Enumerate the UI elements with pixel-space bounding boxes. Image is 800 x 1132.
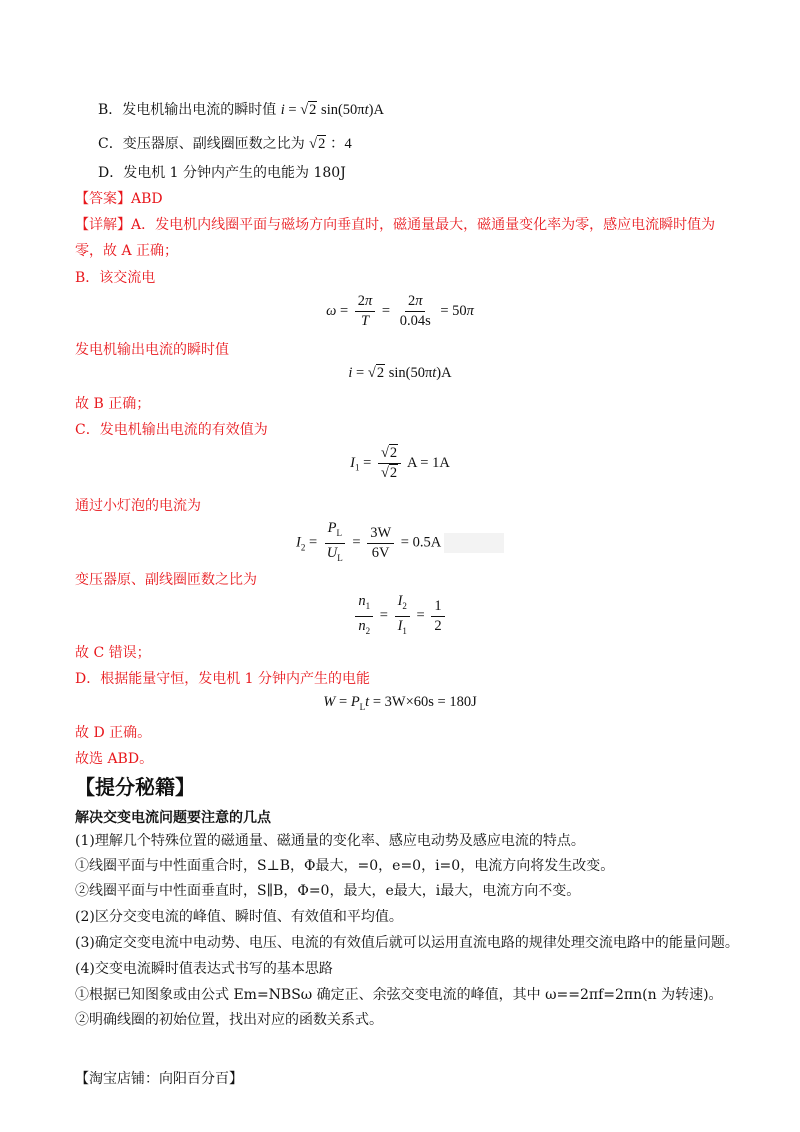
detail-a2: 零，故 A 正确； [75,243,179,259]
tips-subheading: 解决交变电流问题要注意的几点 [75,810,271,826]
tips-p4a: ①根据已知图象或由公式 Em=NBSω 确定正、余弦交变电流的峰值，其中 ω==2πf=2πn(n 为转速)。 [75,987,723,1003]
option-b-formula: i = √2 sin(50πt)A [280,102,384,118]
i1-equation: $I_1$ = $\frac{√2}{√2}$ A = 1A [350,445,450,481]
tips-p1b: ②线圈平面与中性面垂直时，S∥B，Φ=0，最大，e最大，i最大，电流方向不变。 [75,883,581,899]
i2-equation: $I_2$ = $\frac{P_L}{U_L}$ = $\frac{3W}{6V}$ = 0.5A [0,520,800,567]
detail-b-text: 发电机输出电流的瞬时值 [75,342,229,358]
detail-b: B．该交流电 [75,270,156,286]
detail-choose: 故选 ABD。 [75,751,154,767]
tips-p4: (4)交变电流瞬时值表达式书写的基本思路 [75,961,333,977]
option-c [98,134,352,154]
option-b-text: B．发电机输出电流的瞬时值 [98,102,277,118]
tips-heading: 【提分秘籍】 [75,775,195,799]
option-b [98,100,384,120]
omega-equation: ω = $\frac{2\pi}{T}$ = $\frac{2\pi}{0.04s}$ = 50π [326,293,474,329]
option-d: D．发电机 1 分钟内产生的电能为 180J [98,165,346,181]
w-equation: $W = P_Lt = 3W\times 60s = 180J$ [323,694,477,712]
tips-p2: (2)区分交变电流的峰值、瞬时值、有效值和平均值。 [75,909,403,925]
detail-c-wrong: 故 C 错误； [75,645,151,661]
detail-d: D．根据能量守恒，发电机 1 分钟内产生的电能 [75,671,371,687]
tips-p1: (1)理解几个特殊位置的磁通量、磁通量的变化率、感应电动势及感应电流的特点。 [75,833,585,849]
detail-a: 【详解】A．发电机内线圈平面与磁场方向垂直时，磁通量最大，磁通量变化率为零，感应电流瞬时值为 [75,217,716,233]
n-equation: $\frac{n_1}{n_2}$ = $\frac{I_2}{I_1}$ = $\frac{1}{2}$ [0,593,800,640]
tips-p1a: ①线圈平面与中性面重合时，S⊥B，Φ最大，=0，e=0，i=0，电流方向将发生改变。 [75,858,615,874]
detail-lamp: 通过小灯泡的电流为 [75,498,201,514]
detail-ratio: 变压器原、副线圈匝数之比为 [75,572,257,588]
detail-c: C．发电机输出电流的有效值为 [75,422,268,438]
detail-b-ok: 故 B 正确； [75,396,151,412]
highlight-mark [444,533,504,553]
detail-d-ok: 故 D 正确。 [75,725,152,741]
i-equation: i = √2 sin(50πt)A [348,365,452,381]
option-c-formula: √2 ：4 [309,136,352,152]
answer: 【答案】ABD [75,191,163,207]
footer-shop: 【淘宝店铺：向阳百分百】 [75,1071,243,1087]
tips-p4b: ②明确线圈的初始位置，找出对应的函数关系式。 [75,1012,383,1028]
option-c-text: C．变压器原、副线圈匝数之比为 [98,136,305,152]
tips-p3: (3)确定交变电流中电动势、电压、电流的有效值后就可以运用直流电路的规律处理交流电路中的能量问题。 [75,935,739,951]
